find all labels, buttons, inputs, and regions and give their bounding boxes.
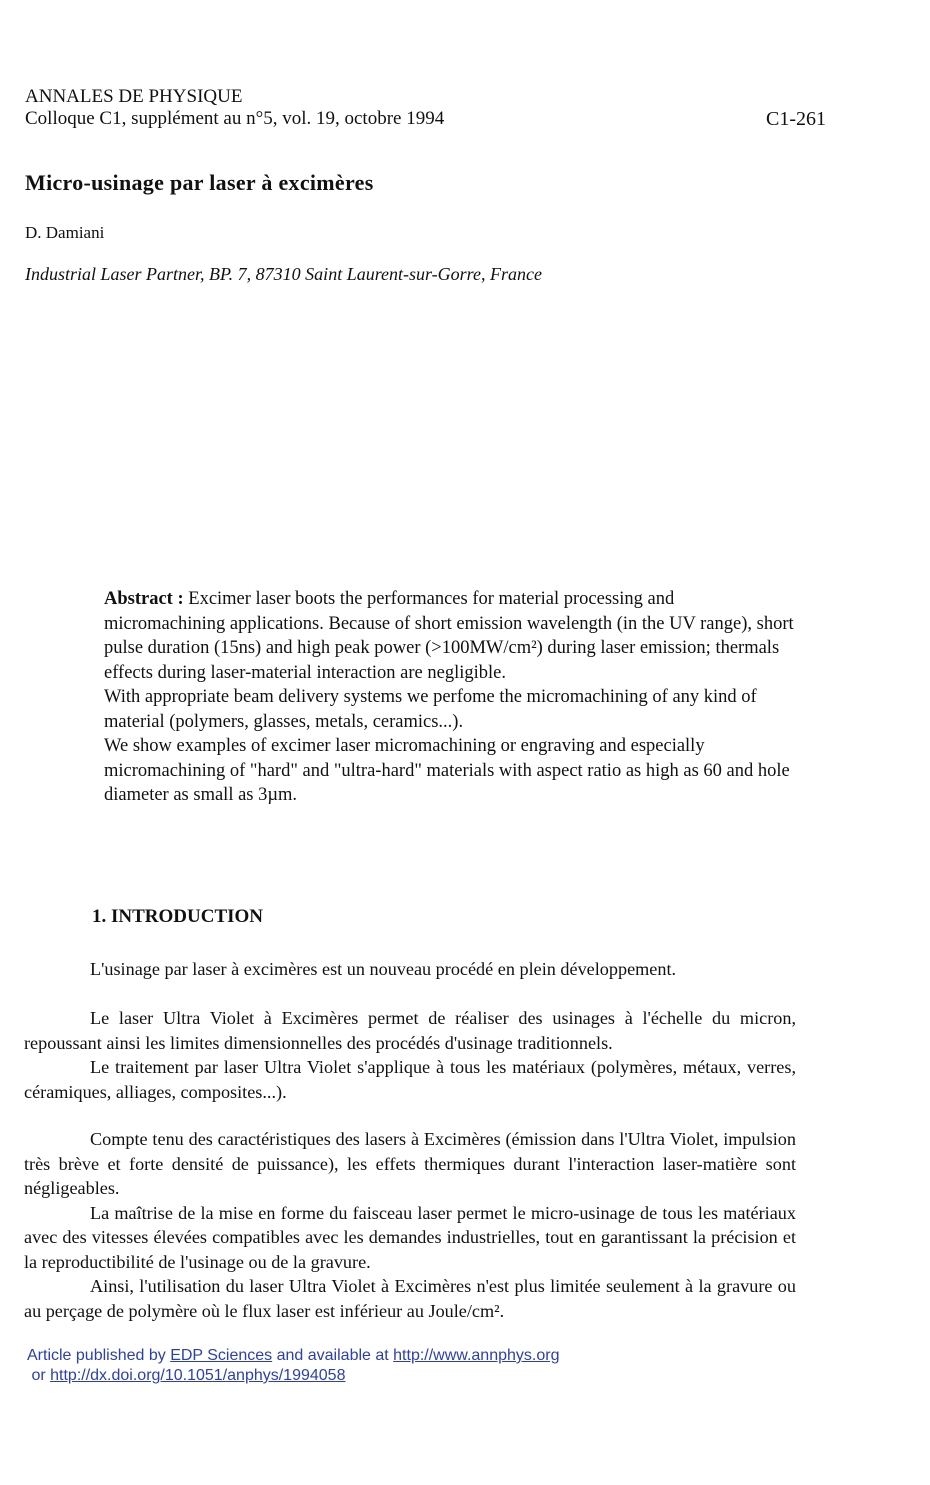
edp-sciences-link[interactable]: EDP Sciences — [170, 1347, 273, 1364]
abstract-paragraph-1 — [104, 587, 796, 685]
intro-block-3 — [24, 1127, 796, 1323]
intro-paragraph-5: La maîtrise de la mise en forme du faisceau laser permet le micro-usinage de tous les matériaux avec des vitesses élevées compatibles avec les demandes industrielles, tout en garantissant la précision et la reproductibilité de l'usinage ou de la gravure. — [24, 1202, 796, 1272]
journal-issue: Colloque C1, supplément au n°5, vol. 19, octobre 1994 — [25, 108, 445, 129]
abstract-text-1: Excimer laser boots the performances for material processing and micromachining applications. Because of short emission wavelength (in the UV range), short pulse duration (15ns) and high peak power (>100MW/cm²) during laser emission; thermals effects during laser-material interaction are negligible. — [104, 589, 794, 683]
intro-paragraph-1: L'usinage par laser à excimères est un nouveau procédé en plein développement. — [90, 959, 677, 979]
publication-footer — [27, 1346, 559, 1386]
journal-header — [25, 86, 444, 130]
abstract-label: Abstract : — [104, 589, 184, 609]
doi-link[interactable]: http://dx.doi.org/10.1051/anphys/1994058 — [50, 1367, 346, 1384]
footer-text-1: Article published by — [27, 1347, 171, 1364]
footer-line-2 — [27, 1366, 559, 1386]
abstract — [104, 587, 796, 808]
annphys-link[interactable]: http://www.annphys.org — [393, 1347, 560, 1364]
intro-paragraph-2: Le laser Ultra Violet à Excimères permet de réaliser des usinages à l'échelle du micron, repoussant ainsi les limites dimensionnelles des procédés d'usinage traditionnels. — [24, 1008, 796, 1053]
page-number: C1-261 — [766, 108, 826, 130]
article-affiliation: Industrial Laser Partner, BP. 7, 87310 Saint Laurent-sur-Gorre, France — [25, 264, 542, 284]
article-title: Micro-usinage par laser à excimères — [25, 170, 374, 195]
article-author: D. Damiani — [25, 223, 105, 242]
intro-paragraph-6: Ainsi, l'utilisation du laser Ultra Violet à Excimères n'est plus limitée seulement à la gravure ou au perçage de polymère où le flux laser est inférieur au Joule/cm². — [24, 1276, 796, 1321]
intro-paragraph-3: Le traitement par laser Ultra Violet s'applique à tous les matériaux (polymères, métaux, verres, céramiques, alliages, composites...). — [24, 1057, 796, 1102]
footer-text-3: or — [31, 1367, 51, 1384]
abstract-paragraph-2: With appropriate beam delivery systems we perfome the micromachining of any kind of material (polymers, glasses, metals, ceramics...). — [104, 687, 757, 732]
journal-name: ANNALES DE PHYSIQUE — [25, 86, 243, 107]
intro-paragraph-4: Compte tenu des caractéristiques des lasers à Excimères (émission dans l'Ultra Violet, impulsion très brève et forte densité de puissance), les effets thermiques durant l'interaction laser-matière sont négligeables. — [24, 1129, 796, 1198]
abstract-paragraph-3: We show examples of excimer laser micromachining or engraving and especially micromachining of "hard" and "ultra-hard" materials with aspect ratio as high as 60 and hole diameter as small as 3µm. — [104, 736, 790, 805]
section-heading: 1. INTRODUCTION — [92, 906, 264, 927]
intro-block-2 — [24, 1006, 796, 1104]
intro-block-1 — [24, 957, 796, 982]
footer-line-1 — [27, 1346, 559, 1366]
footer-text-2: and available at — [272, 1347, 394, 1364]
